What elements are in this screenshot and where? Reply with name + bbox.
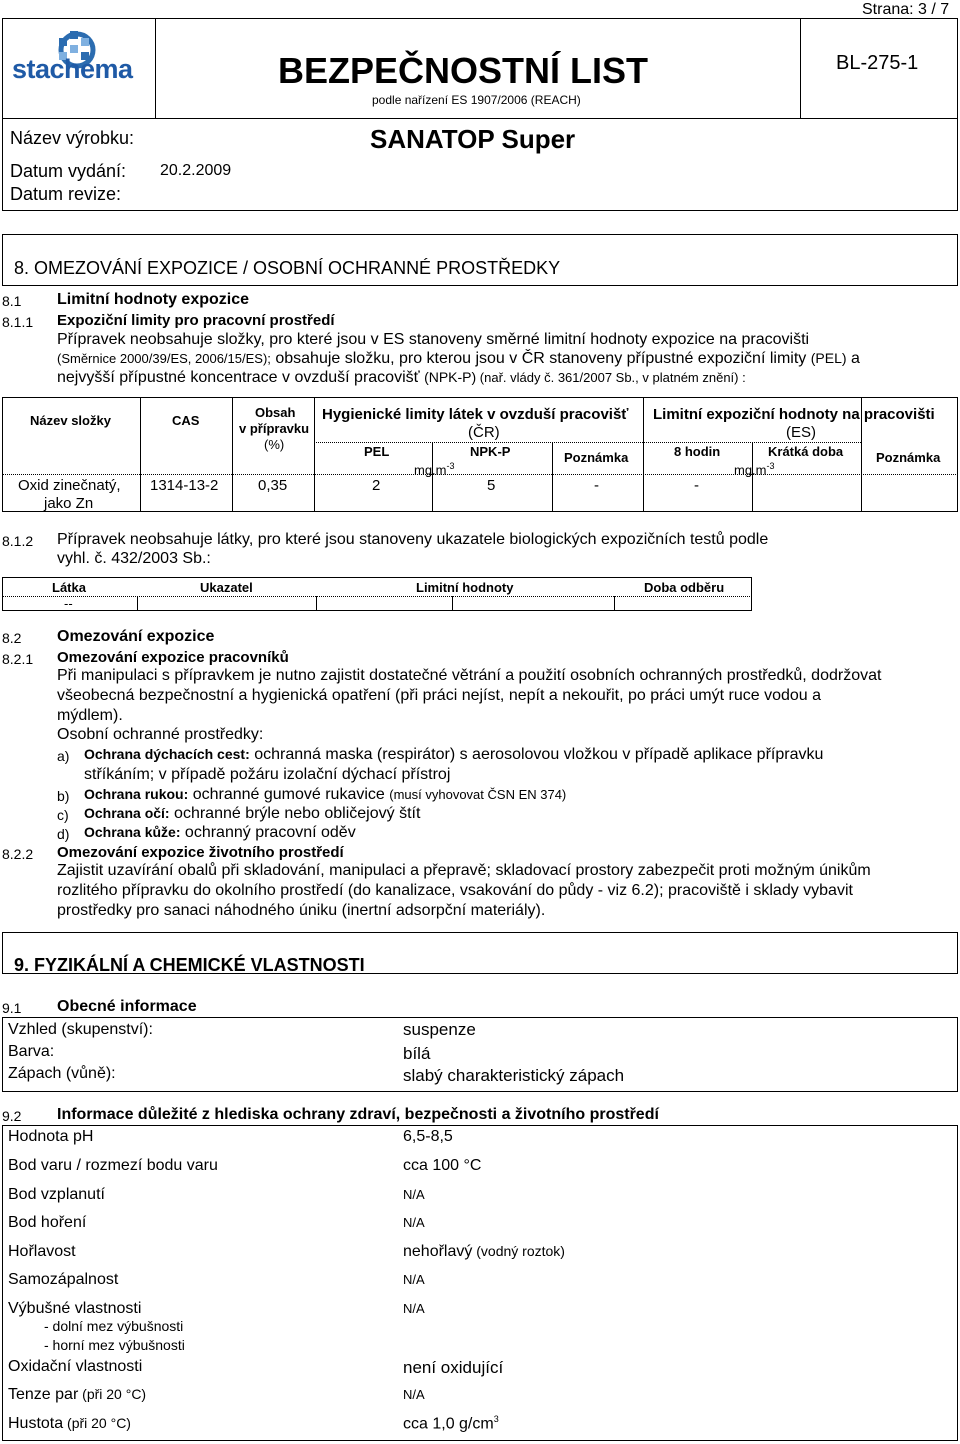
column-header: Krátká doba bbox=[768, 444, 844, 459]
property-label: Hustota (při 20 °C) bbox=[8, 1415, 131, 1432]
issue-date: 20.2.2009 bbox=[160, 162, 232, 179]
column-header: Název složky bbox=[30, 413, 111, 428]
table-cell: Oxid zinečnatý, bbox=[18, 477, 121, 494]
subsection-title: Omezování expozice životního prostředí bbox=[57, 844, 344, 861]
list-marker: a) bbox=[57, 748, 70, 764]
company-logo bbox=[12, 28, 142, 108]
table-cell: - bbox=[694, 477, 699, 494]
unit-label: $mg.m^{-3}$ bbox=[734, 461, 775, 478]
property-sublabel: - horní mez výbušnosti bbox=[44, 1337, 185, 1353]
property-value: N/A bbox=[403, 1272, 425, 1287]
list-item: Ochrana očí: ochranné brýle nebo obličejový štít bbox=[84, 805, 421, 822]
column-header: 8 hodin bbox=[674, 444, 721, 459]
property-label: Vzhled (skupenství): bbox=[8, 1021, 153, 1038]
column-header: Obsah bbox=[255, 405, 296, 420]
list-marker: d) bbox=[57, 826, 70, 842]
document-code: BL-275-1 bbox=[836, 52, 919, 74]
section-number: 8.2.2 bbox=[2, 846, 34, 862]
section-number: 9.1 bbox=[2, 1000, 22, 1016]
property-label: Samozápalnost bbox=[8, 1271, 119, 1288]
table-cell: - bbox=[594, 477, 599, 494]
property-label: Bod vzplanutí bbox=[8, 1186, 105, 1203]
property-value: 6,5-8,5 bbox=[403, 1128, 453, 1145]
table-cell: 0,35 bbox=[258, 477, 288, 494]
property-value: N/A bbox=[403, 1387, 425, 1402]
table-cell: 2 bbox=[372, 477, 381, 494]
table-cell: 1314-13-2 bbox=[150, 477, 219, 494]
section-9-title: 9. FYZIKÁLNÍ A CHEMICKÉ VLASTNOSTI bbox=[14, 955, 365, 975]
property-value: bílá bbox=[403, 1044, 431, 1063]
subsection-title: Limitní hodnoty expozice bbox=[57, 291, 250, 308]
section-number: 8.1 bbox=[2, 293, 22, 309]
property-label: Oxidační vlastnosti bbox=[8, 1358, 143, 1375]
subsection-title: Obecné informace bbox=[57, 998, 197, 1015]
paragraph: (Směrnice 2000/39/ES, 2006/15/ES); obsahuje složku, pro kterou jsou v ČR stanoveny přípustné expoziční limity (PEL) a bbox=[57, 350, 860, 367]
column-header: Hygienické limity látek v ovzduší pracovišť bbox=[322, 406, 629, 423]
paragraph: rozlitého přípravku do okolního prostředí (do kanalizace, vsakování do půdy - viz 6.2); pracoviště i sklady vybavit bbox=[57, 882, 853, 899]
column-header: Látka bbox=[52, 580, 86, 595]
column-header: (%) bbox=[264, 437, 285, 452]
product-label: Název výrobku: bbox=[10, 128, 135, 148]
list-marker: b) bbox=[57, 788, 70, 804]
logo-text: stachema bbox=[12, 54, 133, 84]
property-label: Tenze par (při 20 °C) bbox=[8, 1386, 147, 1403]
section-number: 8.2 bbox=[2, 630, 22, 646]
table-cell: -- bbox=[64, 596, 73, 611]
property-value: N/A bbox=[403, 1301, 425, 1316]
paragraph: Přípravek neobsahuje složky, pro které jsou v ES stanoveny směrné limitní hodnoty expozice na pracovišti bbox=[57, 331, 810, 348]
property-value: N/A bbox=[403, 1215, 425, 1230]
table-cell: jako Zn bbox=[44, 495, 94, 512]
paragraph: Přípravek neobsahuje látky, pro které jsou stanoveny ukazatele biologických expozičních testů podle bbox=[57, 531, 769, 548]
property-label: Bod hoření bbox=[8, 1214, 87, 1231]
product-name: SANATOP Super bbox=[370, 124, 576, 154]
list-item: stříkáním; v případě požáru izolační dýchací přístroj bbox=[84, 766, 451, 783]
paragraph: Zajistit uzavírání obalů při skladování, manipulaci a přepravě; skladovací prostory zabezpečit proti možným únikům bbox=[57, 862, 871, 879]
list-item: Ochrana dýchacích cest: ochranná maska (respirátor) s aerosolovou vložkou v případě aplikace přípravku bbox=[84, 746, 824, 763]
column-header: Limitní hodnoty bbox=[416, 580, 514, 595]
property-label: Bod varu / rozmezí bodu varu bbox=[8, 1157, 218, 1174]
paragraph: mýdlem). bbox=[57, 707, 123, 724]
property-label: Výbušné vlastnosti bbox=[8, 1300, 142, 1317]
section-number: 9.2 bbox=[2, 1108, 22, 1124]
paragraph: vyhl. č. 432/2003 Sb.: bbox=[57, 550, 211, 567]
list-marker: c) bbox=[57, 807, 69, 823]
property-value: cca 1,0 $g/cm^3$ bbox=[403, 1414, 499, 1433]
list-item: Ochrana rukou: ochranné gumové rukavice (musí vyhovovat ČSN EN 374) bbox=[84, 786, 567, 803]
column-header: Doba odběru bbox=[644, 580, 725, 595]
column-header: (ČR) bbox=[468, 424, 500, 441]
section-number: 8.1.1 bbox=[2, 314, 34, 330]
subsection-title: Expoziční limity pro pracovní prostředí bbox=[57, 312, 335, 329]
column-header: Poznámka bbox=[876, 450, 941, 465]
property-value: suspenze bbox=[403, 1020, 476, 1039]
paragraph: Při manipulaci s přípravkem je nutno zajistit dostatečné větrání a použití osobních ochranných prostředků, dodržovat bbox=[57, 667, 882, 684]
column-header: NPK-P bbox=[470, 444, 511, 459]
column-header: CAS bbox=[172, 413, 200, 428]
subsection-title: Omezování expozice pracovníků bbox=[57, 649, 289, 666]
property-value: slabý charakteristický zápach bbox=[403, 1066, 625, 1085]
property-value: N/A bbox=[403, 1187, 425, 1202]
section-number: 8.1.2 bbox=[2, 533, 34, 549]
issue-date-label: Datum vydání: bbox=[10, 161, 127, 181]
property-value: není oxidující bbox=[403, 1358, 504, 1377]
section-number: 8.2.1 bbox=[2, 651, 34, 667]
subsection-title: Omezování expozice bbox=[57, 628, 215, 645]
revision-date-label: Datum revize: bbox=[10, 184, 122, 204]
property-value: nehořlavý (vodný roztok) bbox=[403, 1243, 565, 1260]
property-value: cca 100 °C bbox=[403, 1157, 482, 1174]
column-header: Ukazatel bbox=[200, 580, 253, 595]
property-label: Zápach (vůně): bbox=[8, 1065, 116, 1082]
property-label: Hodnota pH bbox=[8, 1128, 94, 1145]
property-label: Hořlavost bbox=[8, 1243, 76, 1260]
column-header: (ES) bbox=[786, 424, 816, 441]
paragraph: všeobecná bezpečnostní a hygienická opatření (při práci nejíst, nepít a nekouřit, po práci umýt ruce vodou a bbox=[57, 687, 821, 704]
column-header: PEL bbox=[364, 444, 390, 459]
unit-label: $mg.m^{-3}$ bbox=[414, 461, 455, 478]
document-title: BEZPEČNOSTNÍ LIST bbox=[278, 50, 649, 91]
paragraph: prostředky pro sanaci náhodného úniku (inertní adsorpční materiály). bbox=[57, 902, 546, 919]
paragraph: nejvyšší přípustné koncentrace v ovzduší pracovišť (NPK-P) (nař. vlády č. 361/2007 Sb., v platném znění) : bbox=[57, 369, 746, 386]
column-header: v přípravku bbox=[239, 421, 310, 436]
page-number: Strana: 3 / 7 bbox=[862, 1, 950, 18]
section-8-title: 8. OMEZOVÁNÍ EXPOZICE / OSOBNÍ OCHRANNÉ PROSTŘEDKY bbox=[14, 258, 561, 278]
table-cell: 5 bbox=[487, 477, 496, 494]
property-sublabel: - dolní mez výbušnosti bbox=[44, 1318, 184, 1334]
subsection-title: Informace důležité z hlediska ochrany zdraví, bezpečnosti a životního prostředí bbox=[57, 1106, 659, 1123]
property-label: Barva: bbox=[8, 1043, 55, 1060]
paragraph: Osobní ochranné prostředky: bbox=[57, 726, 264, 743]
list-item: Ochrana kůže: ochranný pracovní oděv bbox=[84, 824, 356, 841]
document-subtitle: podle nařízení ES 1907/2006 (REACH) bbox=[372, 93, 581, 107]
column-header: Limitní expoziční hodnoty na pracovišti bbox=[653, 406, 935, 423]
column-header: Poznámka bbox=[564, 450, 629, 465]
